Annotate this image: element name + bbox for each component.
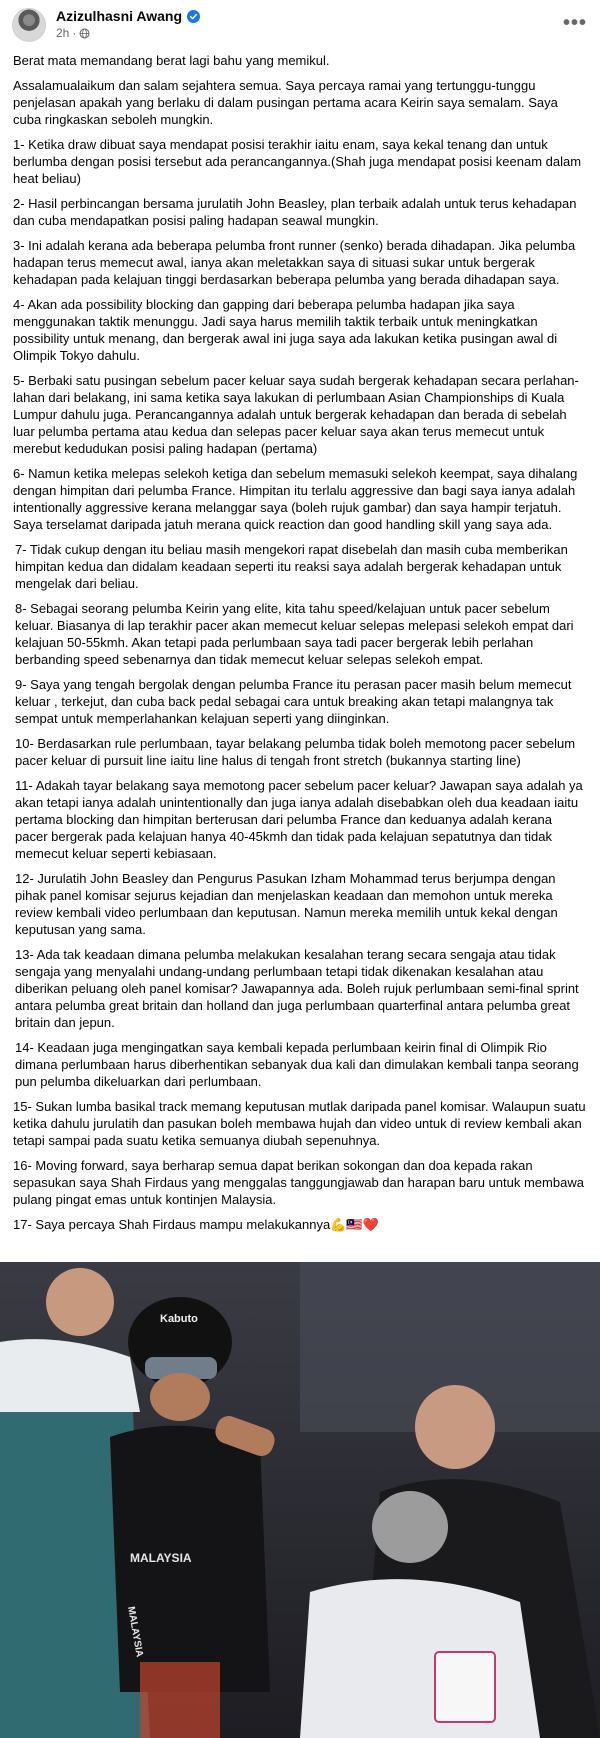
post-paragraph: 2- Hasil perbincangan bersama jurulatih John Beasley, plan terbaik adalah untuk terus kehadapan dan cuba mendapatkan posisi paling hadapan seawal mungkin. [13,196,577,228]
photo-cyclist-face [150,1373,210,1421]
photo-jersey-text: MALAYSIA [130,1551,192,1565]
photo-cameraman-head [372,1491,448,1563]
photo-official2-head [415,1385,495,1469]
post-paragraph: 13- Ada tak keadaan dimana pelumba melakukan kesalahan terang secara sengaja atau tidak sengaja yang menyalahi undang-undang perlumbaan tetapi tidak dikenakan kesalahan atau diberikan peluang oleh panel komisar? Jawapannya ada. Boleh rujuk perlumbaan semi-final sprint antara pelumba great britain dan holland dan juga perlumbaan quarterfinal antara pelumba great britain dan jepun. [15,947,579,1030]
post-paragraph: 7- Tidak cukup dengan itu beliau masih mengekori rapat disebelah dan masih cuba memberikan himpitan kedua dan didalam keadaan seperti itu reaksi saya adalah bergerak kehadapan untuk mengelak dari beliau. [15,542,568,591]
photo-cameraman-shirt [300,1579,540,1738]
post-photo[interactable] [0,1262,600,1738]
post-meta [56,26,90,40]
post-paragraph: Assalamualaikum dan salam sejahtera semua. Saya percaya ramai yang tertunggu-tunggu penjelasan apakah yang berlaku di dalam pusingan pertama acara Keirin saya semalam. Saya cuba ringkaskan seboleh mungkin. [13,78,558,127]
photo-official-head [46,1268,114,1336]
author-name[interactable]: Azizulhasni Awang [56,8,183,24]
post-paragraph: 10- Berdasarkan rule perlumbaan, tayar belakang pelumba tidak boleh memotong pacer sebelum pacer keluar di pursuit line iaitu line halus di tengah front stretch (bukannya starting line) [15,736,576,768]
more-icon: ••• [562,11,587,34]
verified-badge-icon [187,10,200,23]
post-paragraph: 1- Ketika draw dibuat saya mendapat posisi terakhir iaitu enam, saya kekal tenang dan untuk berlumba dengan posisi tersebut ada perancangannya.(Shah juga mendapat posisi keenam dalam heat beliau) [13,137,582,186]
photo-bike-frame [140,1662,220,1738]
post-paragraph: 15- Sukan lumba basikal track memang keputusan mutlak daripada panel komisar. Walaupun suatu ketika dahulu jurulatih dan pasukan boleh membawa hujah dan video untuk di review kembali akan tetapi sampai pada suatu ketika semuanya diubah sepenuhnya. [13,1099,586,1148]
post-paragraph: 14- Keadaan juga mengingatkan saya kembali kepada perlumbaan keirin final di Olimpik Rio dimana perlumbaan harus diberhentikan sebanyak dua kali dan dimulakan kembali tanpa seorang pun pelumba dikeluarkan dari perlumbaan. [15,1040,579,1089]
post-paragraph: 4- Akan ada possibility blocking dan gapping dari beberapa pelumba hadapan jika saya menggunakan taktik menunggu. Jadi saya harus memilih taktik terbaik untuk meningkatkan possibility untuk menang, dan bergerak awal ini juga saya ada lakukan ketika pusingan awal di Olimpik Tokyo dahulu. [13,297,558,363]
more-options-button[interactable] [562,10,588,36]
photo-illustration [0,1262,600,1738]
post-paragraph: 11- Adakah tayar belakang saya memotong pacer sebelum pacer keluar? Jawapan saya adalah ya akan tetapi ianya adalah unintentionally dan juga ianya adalah disebabkan oleh dua keadaan iaitu pertama blocking dan himpitan berterusan dari pelumba France dan keduanya adalah kerana pacer bergerak pada kelajuan hanya 40-45kmh dan tidak pada kelajuan sepatutnya dan tidak memecut keluar seperti kebiasaan. [15,778,583,861]
meta-separator: · [72,26,77,40]
globe-icon[interactable] [79,28,90,39]
photo-accreditation-card [435,1652,495,1722]
post-paragraph: 17- Saya percaya Shah Firdaus mampu melakukannya💪🇲🇾❤️ [13,1217,379,1232]
post-header [0,0,600,50]
post-paragraph: 5- Berbaki satu pusingan sebelum pacer keluar saya sudah bergerak kehadapan secara perlahan-lahan dari belakang, ini sama ketika saya lakukan di perlumbaan Asian Championships di Kuala Lumpur dahulu juga. Perancangannya adalah untuk bergerak kehadapan dan berada di sebelah luar pelumba pertama atau kedua dan selepas pacer keluar saya akan terus memecut untuk merebut kedudukan posisi paling hadapan (pertama) [13,373,579,456]
avatar[interactable] [12,8,46,42]
post-paragraph: 3- Ini adalah kerana ada beberapa pelumba front runner (senko) berada dihadapan. Jika pelumba hadapan terus memecut awal, ianya akan meletakkan saya di situasi sukar untuk bergerak kehadapan pada kelajuan tinggi berdasarkan beberapa pelumba yang berada dihadapan saya. [13,238,576,287]
post-body [13,52,588,1241]
timestamp[interactable]: 2h [56,26,70,40]
photo-helmet-text: Kabuto [160,1313,198,1325]
post-paragraph: 9- Saya yang tengah bergolak dengan pelumba France itu perasan pacer masih belum memecut keluar , terkejut, dan cuba back pedal sebagai cara untuk breaking akan tetapi malangnya tak sempat untuk memperlahankan kelajuan seperti yang diinginkan. [15,677,572,726]
post-paragraph: 6- Namun ketika melepas selekoh ketiga dan sebelum memasuki selekoh keempat, saya dihalang dengan himpitan dari pelumba France. Himpitan itu terlalu aggressive dan bagi saya ianya adalah intentionally aggressive kerana melanggar saya (boleh rujuk gambar) dan saya hampir terjatuh. Saya terselamat daripada jatuh merana quick reaction dan good handling skill yang saya ada. [13,466,578,532]
photo-sleeve-text: MALAYSIA [125,1605,145,1659]
post-paragraph: Berat mata memandang berat lagi bahu yang memikul. [13,53,330,68]
author-row [56,8,200,24]
post-paragraph: 8- Sebagai seorang pelumba Keirin yang elite, kita tahu speed/kelajuan untuk pacer sebelum keluar. Biasanya di lap terakhir pacer akan memecut keluar selepas melepasi selekoh empat dari kelajuan 50-55kmh. Akan tetapi pada perlumbaan saya tadi pacer bergerak lebih perlahan berbanding speed sebenarnya dan tidak memecut keluar selepas selekoh empat. [15,601,574,667]
post-paragraph: 16- Moving forward, saya berharap semua dapat berikan sokongan dan doa kepada rakan sepasukan saya Shah Firdaus yang menggalas tanggungjawab dan harapan baru untuk membawa pulang pingat emas untuk kontinjen Malaysia. [13,1158,584,1207]
post-paragraph: 12- Jurulatih John Beasley dan Pengurus Pasukan Izham Mohammad terus berjumpa dengan pihak panel komisar sejurus kejadian dan menjelaskan keadaan dan memohon untuk mereka review kembali video perlumbaan dan keputusan. Namun mereka memilih untuk kekal dengan keputusan yang sama. [15,871,558,937]
